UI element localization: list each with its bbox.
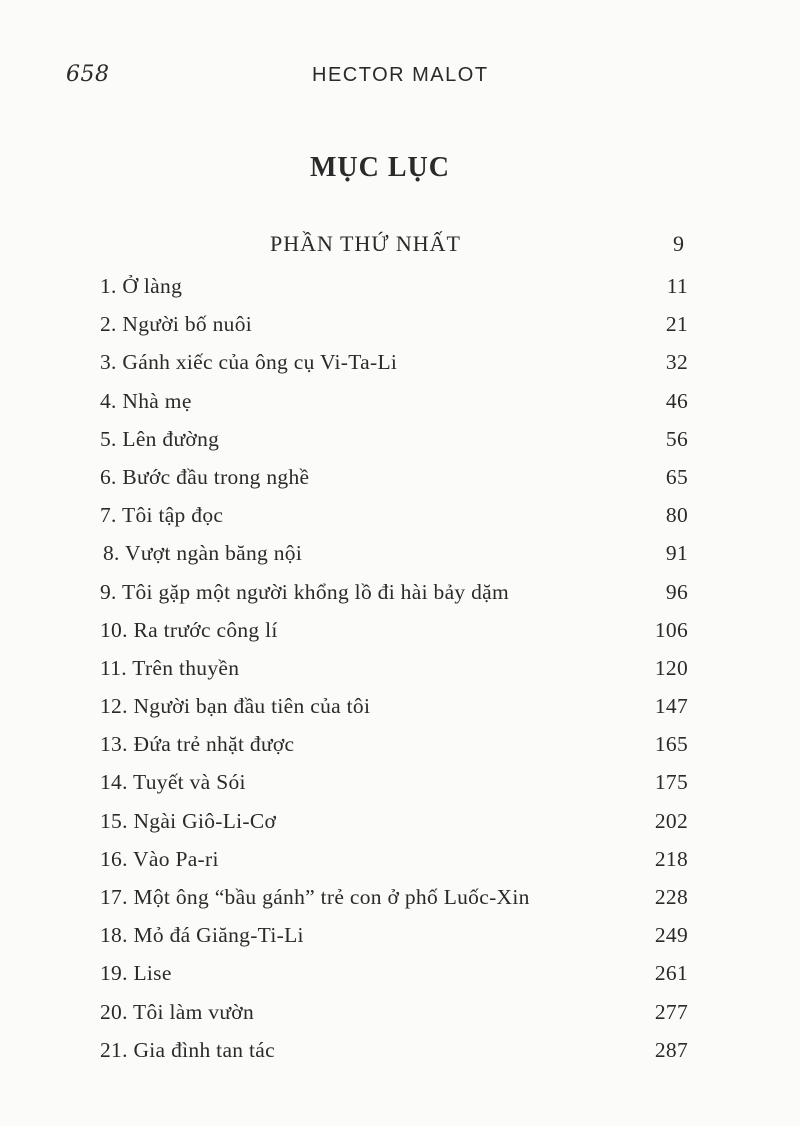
toc-entry bbox=[100, 534, 688, 572]
toc-entry-title: 5. Lên đường bbox=[100, 426, 220, 451]
toc-entry bbox=[100, 420, 688, 458]
toc-entry bbox=[100, 954, 688, 992]
toc-entry bbox=[100, 496, 688, 534]
toc-entry-page: 32 bbox=[665, 350, 688, 375]
toc-entry-title: 19. Lise bbox=[100, 961, 172, 986]
toc-entry bbox=[100, 573, 688, 611]
toc-entry-title: 15. Ngài Giô-Li-Cơ bbox=[100, 808, 277, 833]
toc-entry-page: 287 bbox=[654, 1037, 688, 1062]
toc-entry-title: 8. Vượt ngàn băng nội bbox=[103, 541, 303, 566]
toc-entry-page: 65 bbox=[665, 464, 688, 489]
toc-entry-page: 277 bbox=[654, 999, 688, 1024]
toc-entry bbox=[100, 687, 688, 725]
running-head: HECTOR MALOT bbox=[312, 64, 489, 86]
toc-entry-page: 120 bbox=[654, 655, 688, 680]
toc-entry-page: 46 bbox=[665, 388, 688, 413]
toc-entry bbox=[100, 649, 688, 687]
toc-entry-page: 175 bbox=[654, 770, 688, 795]
toc-entry-page: 91 bbox=[665, 541, 688, 566]
toc-entry-page: 11 bbox=[666, 274, 688, 298]
toc-entry-page: 147 bbox=[654, 694, 688, 719]
toc-entry bbox=[100, 611, 688, 649]
toc-entry-title: 20. Tôi làm vườn bbox=[100, 999, 255, 1024]
toc-entry-title: 13. Đứa trẻ nhặt được bbox=[100, 732, 295, 757]
toc-list bbox=[100, 267, 688, 1069]
toc-entry-title: 17. Một ông “bầu gánh” trẻ con ở phố Luốc-Xin bbox=[100, 885, 530, 909]
part-page-number: 9 bbox=[673, 231, 685, 256]
toc-entry bbox=[100, 725, 688, 763]
toc-entry-page: 96 bbox=[665, 579, 688, 604]
toc-entry-title: 7. Tôi tập đọc bbox=[100, 503, 224, 528]
toc-entry-page: 56 bbox=[665, 426, 688, 451]
toc-entry bbox=[100, 878, 688, 916]
toc-entry-page: 228 bbox=[654, 885, 688, 909]
toc-entry bbox=[100, 802, 688, 840]
toc-entry-page: 249 bbox=[654, 923, 688, 948]
part-heading bbox=[270, 231, 685, 257]
toc-entry bbox=[100, 763, 688, 801]
page-number: 658 bbox=[66, 62, 110, 87]
toc-entry-page: 218 bbox=[654, 846, 688, 871]
toc-entry bbox=[100, 458, 688, 496]
toc-entry-title: 12. Người bạn đầu tiên của tôi bbox=[100, 694, 371, 719]
toc-entry bbox=[100, 343, 688, 381]
toc-entry bbox=[100, 267, 688, 305]
toc-entry-page: 80 bbox=[665, 503, 688, 528]
toc-entry-title: 16. Vào Pa-ri bbox=[100, 846, 219, 871]
toc-entry-title: 2. Người bố nuôi bbox=[100, 312, 253, 337]
toc-entry-page: 202 bbox=[654, 808, 688, 833]
toc-entry-page: 21 bbox=[665, 312, 688, 337]
toc-entry-title: 11. Trên thuyền bbox=[100, 655, 240, 680]
toc-entry-page: 106 bbox=[654, 617, 688, 642]
toc-entry-title: 4. Nhà mẹ bbox=[100, 388, 192, 413]
toc-entry-title: 21. Gia đình tan tác bbox=[100, 1037, 275, 1062]
toc-entry-title: 6. Bước đầu trong nghề bbox=[100, 464, 310, 489]
toc-entry-title: 1. Ở làng bbox=[100, 274, 183, 298]
toc-entry bbox=[100, 840, 688, 878]
toc-title: MỤC LỤC bbox=[310, 152, 450, 183]
toc-entry-title: 14. Tuyết và Sói bbox=[100, 770, 246, 795]
toc-entry bbox=[100, 1031, 688, 1069]
toc-entry bbox=[100, 993, 688, 1031]
toc-entry bbox=[100, 305, 688, 343]
toc-entry-title: 9. Tôi gặp một người khổng lồ đi hài bảy dặm bbox=[100, 579, 510, 604]
toc-entry bbox=[100, 382, 688, 420]
toc-entry-title: 18. Mỏ đá Giăng-Ti-Li bbox=[100, 923, 304, 948]
toc-entry-title: 10. Ra trước công lí bbox=[100, 617, 278, 642]
toc-entry-page: 261 bbox=[654, 961, 688, 986]
part-label: PHẦN THỨ NHẤT bbox=[270, 231, 461, 256]
toc-entry-page: 165 bbox=[654, 732, 688, 757]
toc-entry-title: 3. Gánh xiếc của ông cụ Vi-Ta-Li bbox=[100, 350, 398, 375]
toc-entry bbox=[100, 916, 688, 954]
